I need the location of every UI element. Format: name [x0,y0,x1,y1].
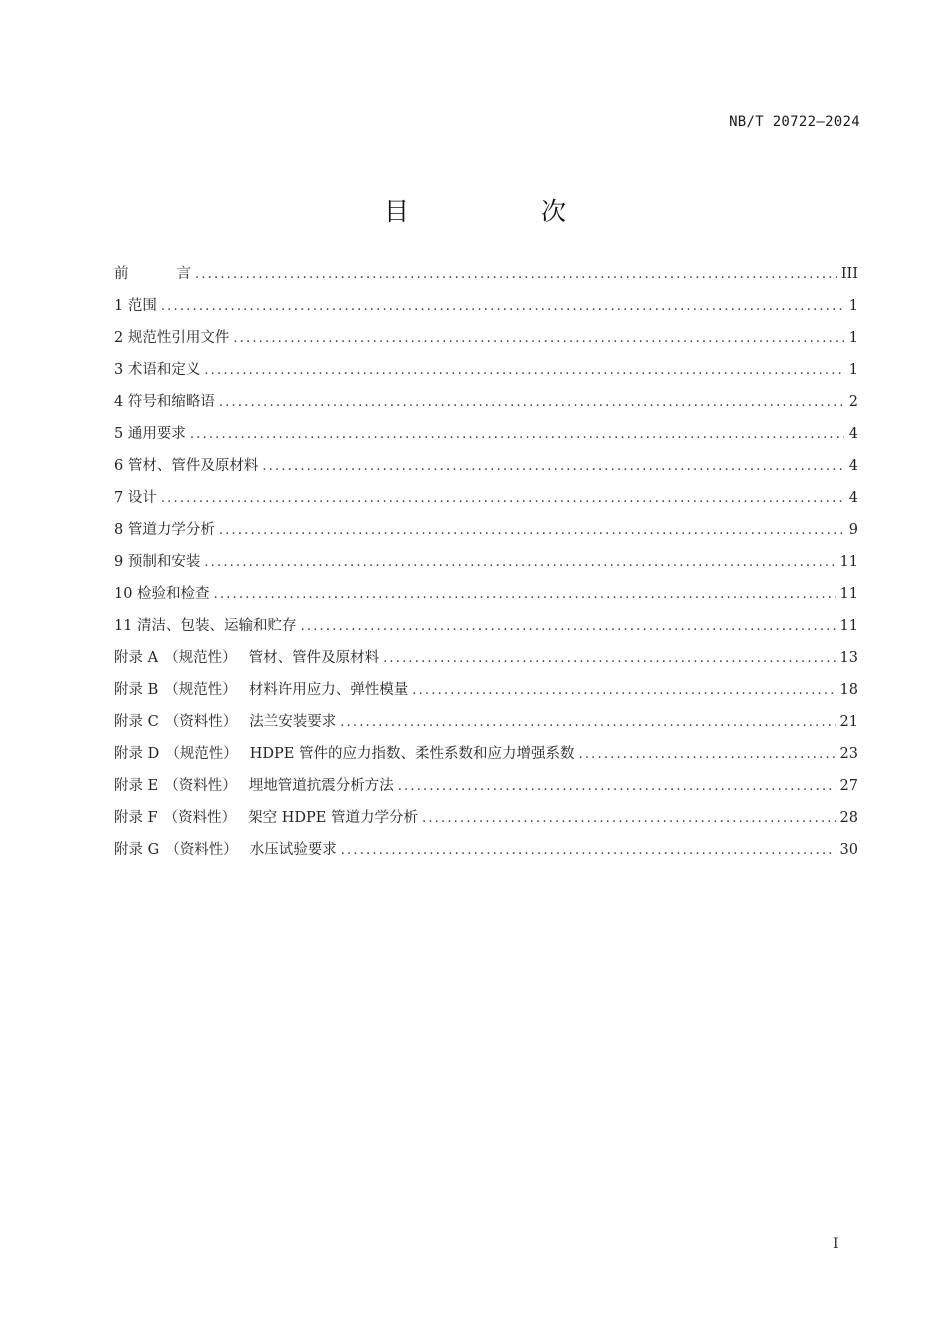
toc-entry-label: 8 管道力学分析 [114,522,215,538]
dot-leader [340,707,835,739]
toc-entry-appendix[interactable] [114,642,858,674]
appendix-prefix: 附录 F [114,810,158,826]
toc-entry-page: 4 [848,458,858,474]
appendix-prefix: 附录 E [114,778,159,794]
toc-entry-page: 4 [848,426,858,442]
appendix-title: 管材、管件及原材料 [248,650,380,666]
toc-entry-label [114,674,408,706]
toc-entry-page: 1 [848,362,858,378]
toc-entry-page: 11 [839,586,858,602]
appendix-title: 水压试验要求 [249,842,337,858]
toc-entry-appendix[interactable] [114,674,858,706]
toc-entry-page: 1 [848,330,858,346]
toc-entry-appendix[interactable] [114,770,858,802]
toc-entry-section[interactable] [114,290,858,322]
toc-entry-label [114,834,337,866]
toc-entry-label [114,642,379,674]
appendix-prefix: 附录 D [114,746,160,762]
toc-entry-page: 23 [839,746,858,762]
toc-entry-label: 5 通用要求 [114,426,186,442]
appendix-title: 材料许用应力、弹性模量 [248,682,409,698]
toc-entry-appendix[interactable] [114,738,858,770]
appendix-title: HDPE 管件的应力指数、柔性系数和应力增强系数 [249,746,575,762]
toc-entry-label: 9 预制和安装 [114,554,201,570]
toc-entry-section[interactable] [114,610,858,642]
dot-leader [412,675,835,707]
toc-entry-label [114,802,418,834]
appendix-title: 法兰安装要求 [249,714,337,730]
toc-entry-label: 7 设计 [114,490,157,506]
toc-entry-appendix[interactable] [114,834,858,866]
toc-entry-label [114,706,336,738]
toc-entry-page: 21 [839,714,858,730]
dot-leader [219,515,844,547]
toc-entry-appendix[interactable] [114,802,858,834]
toc-entry-label: 6 管材、管件及原材料 [114,458,259,474]
dot-leader [578,739,835,771]
dot-leader [301,611,836,643]
dot-leader [204,355,844,387]
toc-entry-page: 13 [839,650,858,666]
toc-entry-page: 27 [839,778,858,794]
toc-entry-page: 9 [848,522,858,538]
appendix-type: （规范性） [164,682,237,698]
dot-leader [341,835,836,867]
toc-entry-section[interactable] [114,482,858,514]
toc-entry-label: 前 言 [114,266,191,282]
document-code: NB/T 20722—2024 [729,114,860,130]
dot-leader [219,387,844,419]
dot-leader [204,547,835,579]
toc-entry-page: 18 [839,682,858,698]
dot-leader [383,643,835,675]
appendix-type: （规范性） [164,650,237,666]
dot-leader [161,291,844,323]
toc-entry-page: 30 [839,842,858,858]
toc-entry-section[interactable] [114,418,858,450]
dot-leader [214,579,836,611]
toc-entry-label: 1 范围 [114,298,157,314]
toc-entry-section[interactable] [114,546,858,578]
toc-entry-label [114,738,574,770]
toc-entry-label: 3 术语和定义 [114,362,201,378]
appendix-type: （资料性） [163,810,237,826]
appendix-type: （资料性） [164,778,237,794]
toc-entry-section[interactable] [114,354,858,386]
dot-leader [262,451,844,483]
dot-leader [398,771,836,803]
appendix-title: 埋地管道抗震分析方法 [248,778,394,794]
toc-entry-page: III [840,266,858,282]
toc-entry-label: 2 规范性引用文件 [114,330,230,346]
toc-entry-section[interactable] [114,322,858,354]
dot-leader [195,259,837,291]
toc-entry-appendix[interactable] [114,706,858,738]
appendix-prefix: 附录 B [114,682,159,698]
toc-entry-label: 10 检验和检查 [114,586,210,602]
page-title: 目 次 [384,197,628,226]
appendix-prefix: 附录 C [114,714,159,730]
toc-entry-page: 11 [839,554,858,570]
toc-entry-page: 11 [839,618,858,634]
toc-entry-label: 11 清洁、包装、运输和贮存 [114,618,297,634]
dot-leader [422,803,836,835]
toc-entry-label [114,770,394,802]
appendix-prefix: 附录 G [114,842,160,858]
toc-entry-section[interactable] [114,386,858,418]
toc-entry-page: 1 [848,298,858,314]
appendix-type: （资料性） [164,714,238,730]
appendix-type: （资料性） [165,842,238,858]
table-of-contents [114,258,858,866]
toc-entry-foreword[interactable] [114,258,858,290]
toc-entry-page: 4 [848,490,858,506]
toc-entry-page: 2 [848,394,858,410]
dot-leader [190,419,844,451]
appendix-title: 架空 HDPE 管道力学分析 [248,810,419,826]
toc-entry-section[interactable] [114,578,858,610]
appendix-type: （规范性） [165,746,238,762]
toc-entry-section[interactable] [114,450,858,482]
toc-entry-section[interactable] [114,514,858,546]
dot-leader [233,323,844,355]
page-number: I [833,1236,839,1252]
toc-entry-page: 28 [839,810,858,826]
appendix-prefix: 附录 A [114,650,159,666]
toc-entry-label: 4 符号和缩略语 [114,394,215,410]
dot-leader [161,483,844,515]
